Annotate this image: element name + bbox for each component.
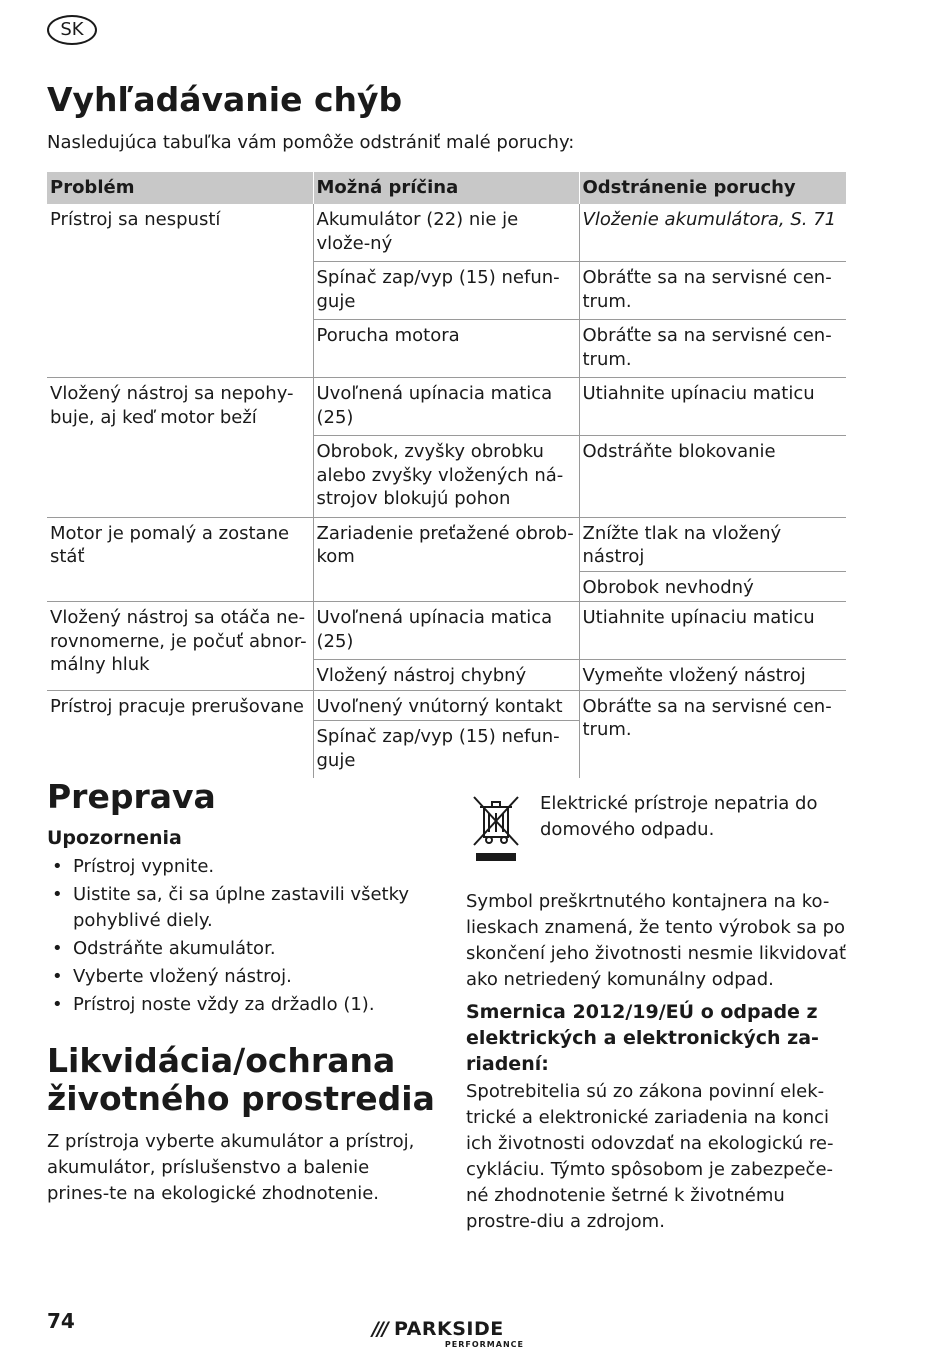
list-item: • Prístroj noste vždy za držadlo (1). <box>47 992 427 1018</box>
brand-name-text: PARKSIDE <box>393 1318 504 1340</box>
problem-cell: Prístroj sa nespustí <box>50 209 221 230</box>
disposal-title <box>47 1042 435 1118</box>
remedy-cell: Obráťte sa na servisné cen-trum. <box>579 262 846 320</box>
remedy-cell: Obráťte sa na servisné cen-trum. <box>579 690 846 778</box>
language-badge: SK <box>47 15 97 45</box>
cause-cell: Uvoľnený vnútorný kontakt <box>313 690 579 721</box>
brand-logo <box>372 1318 524 1354</box>
brand-sub: PERFORMANCE <box>444 1340 524 1349</box>
header-remedy: Odstránenie poruchy <box>579 172 846 204</box>
table-row <box>47 602 846 660</box>
cause-cell: Uvoľnená upínacia matica (25) <box>313 378 579 436</box>
table-row <box>47 378 846 436</box>
remedy-cell: Utiahnite upínaciu maticu <box>579 378 846 436</box>
weee-directive-title: Smernica 2012/19/EÚ o odpade z elektrických a elektronických za-riadení: <box>466 1001 819 1075</box>
cause-cell: Spínač zap/vyp (15) nefun-guje <box>313 262 579 320</box>
weee-symbol-text: Symbol preškrtnutého kontajnera na ko-lieskach znamená, že tento výrobok sa po skončení jeho životnosti nesmie likvidovať ako netriedený komunálny odpad. <box>466 891 847 990</box>
troubleshooting-title: Vyhľadávanie chýb <box>47 80 403 119</box>
troubleshooting-intro: Nasledujúca tabuľka vám pomôže odstrániť malé poruchy: <box>47 132 575 153</box>
table-row <box>47 204 846 262</box>
remedy-cell: Vymeňte vložený nástroj <box>579 660 846 691</box>
cause-cell: Zariadenie preťažené obrob-kom <box>313 517 579 602</box>
problem-cell: Motor je pomalý a zostane stáť <box>47 517 313 602</box>
disposal-title-line1: Likvidácia/ochrana <box>47 1041 396 1080</box>
cause-cell: Obrobok, zvyšky obrobku alebo zvyšky vložených ná-strojov blokujú pohon <box>313 436 579 518</box>
remedy-cell: Utiahnite upínaciu maticu <box>579 602 846 660</box>
remedy-cell: Vloženie akumulátora, S. 71 <box>579 204 846 262</box>
header-problem: Problém <box>47 172 313 204</box>
cause-cell: Vložený nástroj chybný <box>313 660 579 691</box>
table-row <box>47 517 846 571</box>
disposal-title-line2: životného prostredia <box>47 1079 435 1118</box>
page-number: 74 <box>47 1309 75 1333</box>
table-row <box>47 690 846 721</box>
problem-cell: Vložený nástroj sa nepohy-buje, aj keď motor beží <box>47 378 313 518</box>
list-item: • Vyberte vložený nástroj. <box>47 964 427 990</box>
list-item: • Prístroj vypnite. <box>47 854 427 880</box>
list-item: • Odstráňte akumulátor. <box>47 936 427 962</box>
transport-title: Preprava <box>47 777 216 816</box>
remedy-cell: Obráťte sa na servisné cen-trum. <box>579 320 846 378</box>
cause-cell: Spínač zap/vyp (15) nefun-guje <box>313 721 579 779</box>
crossed-out-bin-icon <box>470 793 524 863</box>
remedy-cell: Znížte tlak na vložený nástroj <box>579 517 846 571</box>
disposal-text: Z prístroja vyberte akumulátor a prístroj, akumulátor, príslušenstvo a balenie prines-te na ekologické zhodnotenie. <box>47 1131 415 1204</box>
remedy-cell: Odstráňte blokovanie <box>579 436 846 518</box>
cause-cell: Porucha motora <box>313 320 579 378</box>
transport-subtitle: Upozornenia <box>47 827 182 849</box>
weee-directive-text: Spotrebitelia sú zo zákona povinní elek-trické a elektronické zariadenia na konci ich životnosti odovzdať na ekologickú re-cykláciu. Týmto spôsobom je zabezpeče-né zhodnotenie šetrné k životnému prostre-diu a zdrojom. <box>466 1081 834 1232</box>
remedy-cell: Obrobok nevhodný <box>579 571 846 602</box>
problem-cell: Prístroj pracuje prerušovane <box>47 690 313 778</box>
cause-cell: Akumulátor (22) nie je vlože-ný <box>313 204 579 262</box>
table-header-row <box>47 172 846 204</box>
header-cause: Možná príčina <box>313 172 579 204</box>
troubleshooting-table <box>47 172 846 778</box>
problem-cell: Vložený nástroj sa otáča ne-rovnomerne, je počuť abnor-málny hluk <box>47 602 313 691</box>
list-item: • Uistite sa, či sa úplne zastavili všetky pohyblivé diely. <box>47 882 427 934</box>
weee-caption: Elektrické prístroje nepatria do domového odpadu. <box>540 793 818 840</box>
brand-name: /// PARKSIDE <box>372 1318 504 1340</box>
cause-cell: Uvoľnená upínacia matica (25) <box>313 602 579 660</box>
transport-list <box>47 854 427 1020</box>
